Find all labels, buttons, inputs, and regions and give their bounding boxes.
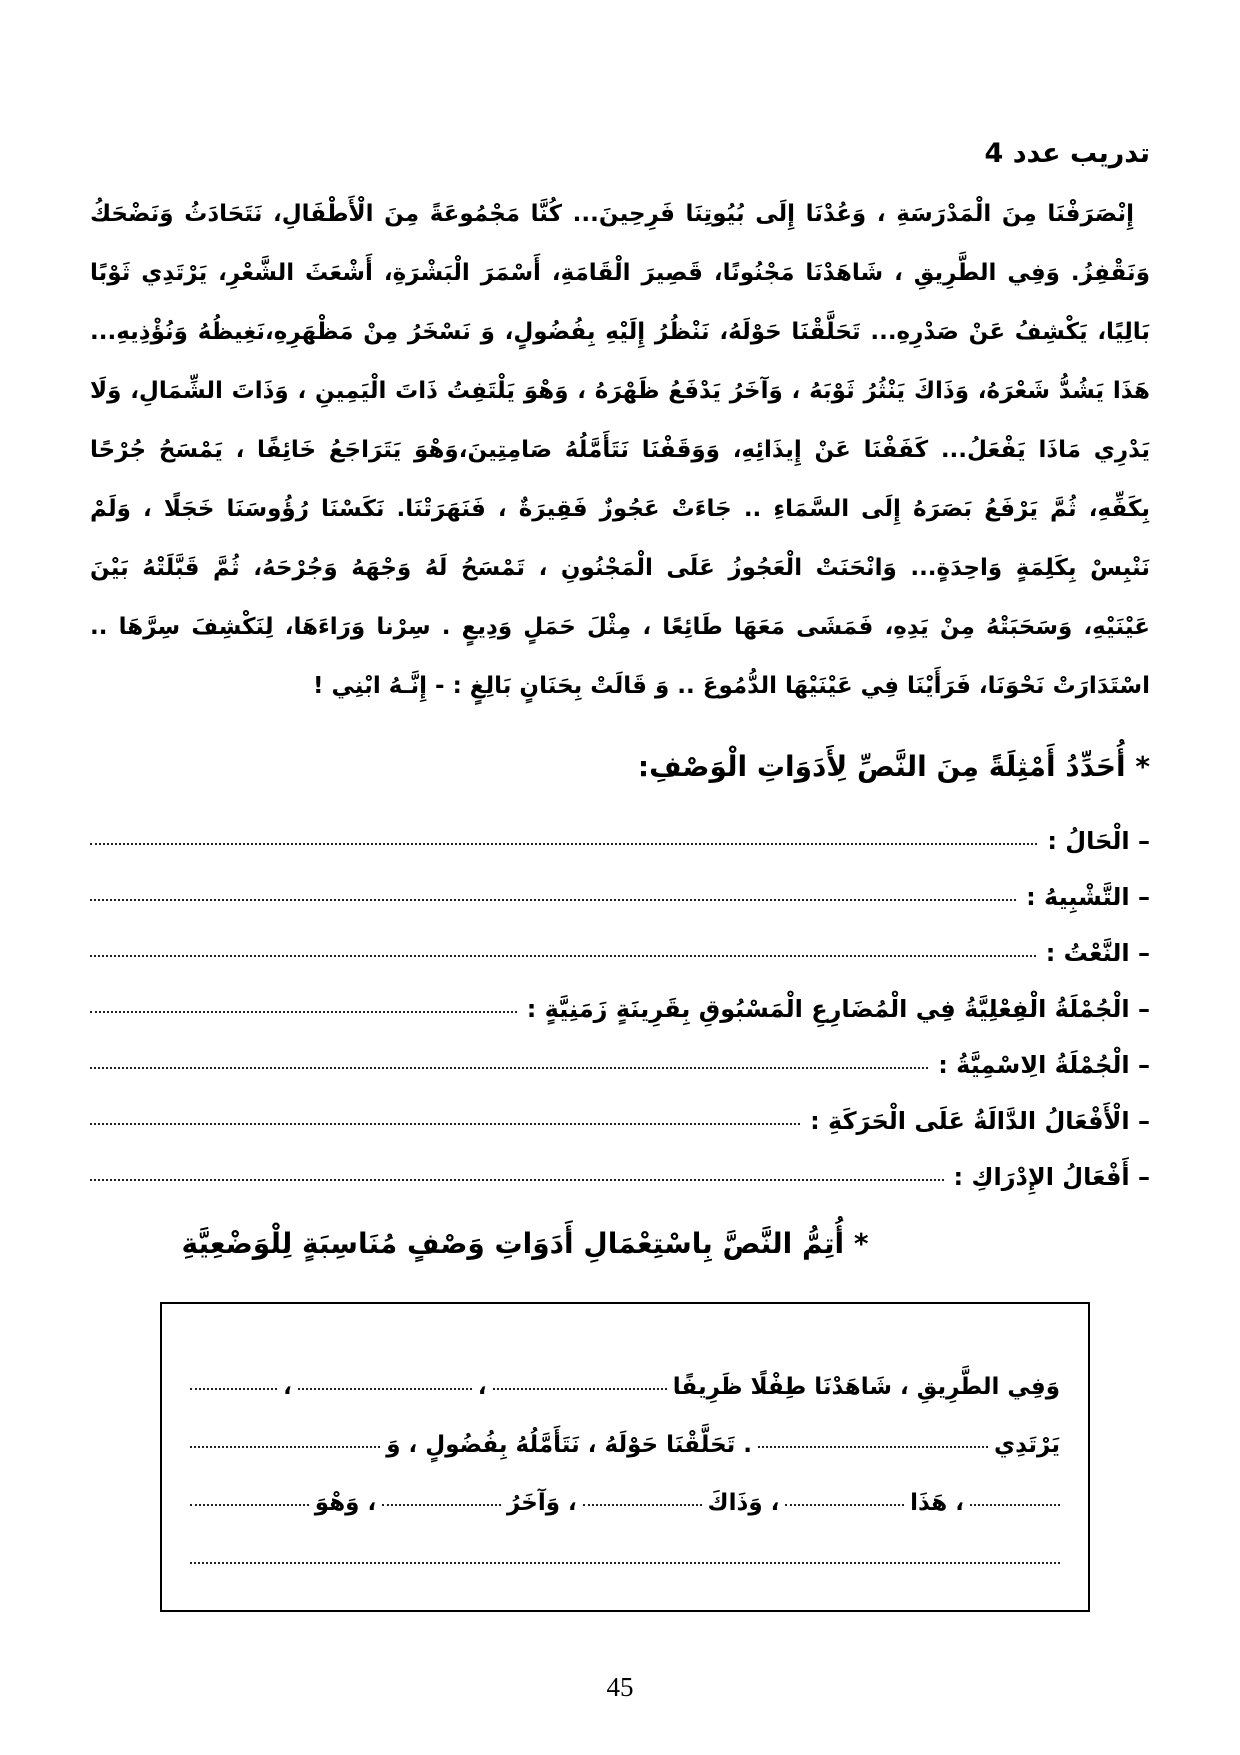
answer-item-jumla-filiyya: [90, 967, 1150, 1023]
passage-line: بِكَفِّهِ، ثُمَّ يَرْفَعُ بَصَرَهُ إِلَى السَّمَاءِ .. جَاءَتْ عَجُوزٌ فَقِيرَةٌ ، فَنَهَرَتْنَا. نَكَسْنَا رُؤُوسَنَا خَجَلًا ، وَلَمْ: [90, 496, 1150, 522]
box-line3-word: ، هَذَا: [910, 1490, 964, 1516]
fill-blank: [785, 1504, 904, 1506]
passage-line: بَالِيًا، يَكْشِفُ عَنْ صَدْرِهِ... تَحَلَّقْنَا حَوْلَهُ، نَنْظُرُ إِلَيْهِ بِفُضُولٍ، وَ نَسْخَرُ مِنْ مَظْهَرِهِ،نَغِيظُهُ وَنُؤْذِيهِ...: [90, 319, 1150, 345]
answer-dotted-line: [90, 1123, 800, 1125]
answer-item-label: – الْأَفْعَالُ الدَّالَةُ عَلَى الْحَرَكَةِ :: [810, 1107, 1150, 1135]
box-line1-text: وَفِي الطَّرِيقِ ، شَاهَدْنَا طِفْلًا ظَرِيفًا: [672, 1374, 1060, 1400]
box-line-1: [190, 1342, 1060, 1400]
answer-item-label: – التَّشْبِيهُ :: [1026, 883, 1150, 911]
passage-line: عَيْنَيْهِ، وَسَحَبَتْهُ مِنْ يَدِهِ، فَمَشَى مَعَهَا طَائِعًا ، مِثْلَ حَمَلٍ وَدِيعٍ . سِرْنا وَرَاءَهَا، لِنَكْشِفَ سِرَّهَا ..: [90, 614, 1150, 640]
answer-item-naat: [90, 911, 1150, 967]
answer-item-afaal-idrak: [90, 1135, 1150, 1191]
complete-question-header: * أُتِمُّ النَّصَّ بِاسْتِعْمَالِ أَدَوَاتِ وَصْفٍ مُنَاسِبَةٍ لِلْوَضْعِيَّةِ: [181, 1227, 869, 1260]
answer-item-label: – الْجُمْلَةُ الِاسْمِيَّةُ :: [938, 1051, 1150, 1079]
fill-blank: [190, 1388, 277, 1390]
answer-dotted-line: [90, 1067, 928, 1069]
answer-items: [90, 799, 1150, 1191]
passage-line: إِنْصَرَفْنَا مِنَ الْمَدْرَسَةِ ، وَعُدْنَا إِلَى بُيُوتِنَا فَرِحِينَ... كُنَّا مَجْمُوعَةً مِنَ الْأَطْفَالِ، نَتَحَادَثُ وَنَضْحَكُ: [90, 201, 1134, 227]
answer-item-label: – الْجُمْلَةُ الْفِعْلِيَّةُ فِي الْمُضَارِعِ الْمَسْبُوقِ بِقَرِينَةٍ زَمَنِيَّةٍ :: [526, 995, 1150, 1023]
answer-dotted-line: [90, 1179, 944, 1181]
page-title: تدريب عدد 4: [984, 138, 1150, 169]
fill-blank: [382, 1504, 501, 1506]
comma-separator: ،: [477, 1374, 487, 1400]
fill-blank: [190, 1504, 309, 1506]
answer-item-label: – الْحَالُ :: [1047, 827, 1150, 855]
answer-item-label: – النَّعْتُ :: [1045, 939, 1150, 967]
completion-box: [160, 1302, 1090, 1612]
box-line-4: [190, 1516, 1060, 1574]
answer-item-jumla-ismiyya: [90, 1023, 1150, 1079]
fill-blank: [298, 1388, 472, 1390]
fill-blank: [970, 1504, 1060, 1506]
fill-blank: [190, 1562, 1060, 1564]
passage-line: هَذَا يَشُدُّ شَعْرَهُ، وَذَاكَ يَنْثُرُ ثَوْبَهُ ، وَآخَرُ يَدْفَعُ ظَهْرَهُ ، وَهْوَ يَلْتَفِتُ ذَاتَ الْيَمِينِ ، وَذَاتَ الشِّمَالِ، وَلَا: [90, 378, 1150, 404]
passage-line: اسْتَدَارَتْ نَحْوَنَا، فَرَأَيْنَا فِي عَيْنَيْهَا الدُّمُوعَ .. وَ قَالَتْ بِحَنَانٍ بَالِغٍ : - إِنَّـهُ ابْنِي !: [313, 673, 1150, 699]
answer-dotted-line: [90, 899, 1016, 901]
answer-item-tashbih: [90, 855, 1150, 911]
page-number: 45: [606, 1672, 634, 1702]
box-line-3: [190, 1458, 1060, 1516]
answer-item-afaal-haraka: [90, 1079, 1150, 1135]
box-line3-word: ، وَهْوَ: [314, 1490, 377, 1516]
identify-question-header: * أُحَدِّدُ أَمْثِلَةً مِنَ النَّصِّ لِأَدَوَاتِ الْوَصْفِ:: [637, 750, 1150, 783]
fill-blank: [190, 1446, 380, 1448]
box-line2-text: . تَحَلَّقْنَا حَوْلَهُ ، نَتَأَمَّلُهُ بِفُضُولٍ ، وَ: [386, 1432, 753, 1458]
answer-dotted-line: [90, 1011, 517, 1013]
passage-line: يَدْرِي مَاذَا يَفْعَلُ... كَفَفْنَا عَنْ إِيذَائِهِ، وَوَقَفْنَا نَتَأَمَّلُهُ صَامِتِينَ،وَهْوَ يَتَرَاجَعُ خَائِفًا ، يَمْسَحُ جُرْحًا: [90, 437, 1150, 463]
comma-separator: ،: [283, 1374, 292, 1400]
passage-line: نَنْبِسْ بِكَلِمَةٍ وَاحِدَةٍ... وَانْحَنَتْ الْعَجُوزُ عَلَى الْمَجْنُونِ ، تَمْسَحُ لَهُ وَجْهَهُ وَجُرْحَهُ، ثُمَّ قَبَّلَتْهُ بَيْنَ: [90, 555, 1150, 581]
answer-dotted-line: [90, 843, 1037, 845]
box-line2-word: يَرْتَدِي: [994, 1432, 1060, 1458]
box-line3-word: ، وَآخَرُ: [506, 1490, 577, 1516]
fill-blank: [758, 1446, 988, 1448]
answer-dotted-line: [90, 955, 1036, 957]
passage-line: وَنَقْفِزُ. وَفِي الطَّرِيقِ ، شَاهَدْنَا مَجْنُونًا، قَصِيرَ الْقَامَةِ، أَسْمَرَ الْبَشْرَةِ، أَشْعَثَ الشَّعْرِ، يَرْتَدِي ثَوْبًا: [90, 260, 1150, 286]
box-line3-word: ، وَذَاكَ: [707, 1490, 780, 1516]
answer-item-label: – أَفْعَالُ الإِدْرَاكِ :: [953, 1163, 1150, 1191]
answer-item-hal: [90, 799, 1150, 855]
passage: [90, 185, 1150, 716]
box-line-2: [190, 1400, 1060, 1458]
fill-blank: [583, 1504, 702, 1506]
fill-blank: [493, 1388, 667, 1390]
